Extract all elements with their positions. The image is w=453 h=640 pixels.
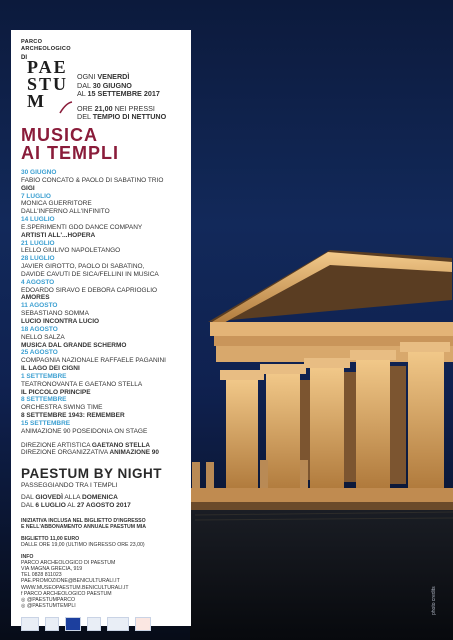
facebook-link[interactable]: f PARCO ARCHEOLOGICO PAESTUM [21,590,112,597]
program-date: 15 SETTEMBRE [21,419,71,427]
program-date: 21 LUGLIO [21,239,55,247]
program-line: DALL'INFERNO ALL'INFINITO [21,208,110,216]
title-line-1: MUSICA [21,124,98,145]
program-line: E.SPERIMENTI GDO DANCE COMPANY [21,223,143,231]
ticket-info [21,518,183,610]
dates-line-2: DAL 30 GIUGNO [77,80,132,90]
sponsor-logo-1 [21,617,39,631]
program-date: 14 LUGLIO [21,216,55,224]
artistic-direction: DIREZIONE ARTISTICA GAETANO STELLA [21,441,151,449]
poster-info-panel [11,30,191,626]
inclusion-line-2: E NELL'ABBONAMENTO ANNUALE PAESTUM MIA [21,524,147,531]
park-label [21,39,183,52]
program-date: 8 SETTEMBRE [21,396,67,404]
sponsor-logos [21,617,183,631]
program-date: 4 AGOSTO [21,278,55,286]
sponsor-logo-6 [135,617,151,631]
header-row [21,55,183,122]
program-line: ARTISTI ALL'...HOPERA [21,231,96,239]
address-line-2: VIA MAGNA GRECIA, 919 [21,566,83,573]
program-list [21,169,183,436]
instagram-link[interactable]: ◎ @PAESTUMTEMPLI [21,603,76,610]
inclusion-line-1: INIZIATIVA INCLUSA NEL BIGLIETTO D'INGRESSO [21,517,146,524]
program-line: IL LAGO DEI CIGNI [21,365,80,373]
email-link[interactable]: PAE.PROMOZIONE@BENICULTURALI.IT [21,578,120,585]
logo-line-1: PAE [27,57,68,77]
twitter-icon: ◎ [21,597,27,604]
twitter-link[interactable]: ◎ @PAESTUMPARCO [21,597,75,604]
program-line: ORCHESTRA SWING TIME [21,404,103,412]
event-title [21,126,183,163]
program-line: FABIO CONCATO & PAOLO DI SABATINO TRIO [21,176,164,184]
eu-flag-icon [65,617,81,631]
program-line: EDOARDO SIRAVO E DEBORA CAPRIOGLIO [21,286,158,294]
night-subtitle: PASSEGGIANDO TRA I TEMPLI [21,481,118,489]
republic-emblem-icon [87,617,101,631]
program-line: 8 SETTEMBRE 1943: REMEMBER [21,412,125,420]
ministry-logo [107,617,129,631]
address-line-1: PARCO ARCHEOLOGICO DI PAESTUM [21,559,116,566]
night-title: PAESTUM BY NIGHT [21,465,163,481]
program-line: LUCIO INCONTRA LUCIO [21,318,100,325]
program-line: MUSICA DAL GRANDE SCHERMO [21,341,127,349]
swoosh-icon [59,101,73,115]
dates-line-1: OGNI VENERDÌ [77,72,130,81]
program-line: MONICA GUERRITORE [21,200,92,208]
instagram-icon: ◎ [21,603,27,610]
program-date: 30 GIUGNO [21,168,57,176]
info-label: INFO [21,553,34,560]
night-dates: DAL 6 LUGLIO AL 27 AGOSTO 2017 [21,501,131,509]
night-days: DAL GIOVEDÌ ALLA DOMENICA [21,493,118,501]
schedule-block [73,55,166,122]
title-line-2: AI TEMPLI [21,143,119,164]
ticket-price: BIGLIETTO 11,00 EURO [21,536,80,543]
organizational-direction: DIREZIONE ORGANIZZATIVA ANIMAZIONE 90 [21,449,159,457]
program-line: ANIMAZIONE 90 POSEIDONIA ON STAGE [21,427,148,435]
park-word: PARCO [21,39,43,45]
time-line-2: DEL TEMPIO DI NETTUNO [77,112,167,122]
program-line: AMORES [21,294,50,302]
direction-credits [21,442,183,457]
telephone: TEL 0828 811023 [21,572,62,579]
program-line: COMPAGNIA NAZIONALE RAFFAELE PAGANINI [21,357,166,365]
paestum-logo [21,55,73,117]
program-date: 7 LUGLIO [21,192,51,200]
region-crest-icon [45,617,59,631]
program-line: LELLO GIULIVO NAPOLETANGO [21,247,121,255]
time-line-1: ORE 21,00 NEI PRESSI [77,103,155,113]
logo-di: DI [21,55,27,61]
program-date: 1 SETTEMBRE [21,372,67,380]
logo-line-3: M [27,91,46,111]
program-date: 25 AGOSTO [21,349,58,357]
program-date: 28 LUGLIO [21,255,55,263]
ticket-hours: DALLE ORE 19,00 (ULTIMO INGRESSO ORE 23,00) [21,542,145,549]
program-line: TEATRONOVANTA E GAETANO STELLA [21,380,143,388]
program-line: GIGI [21,184,35,192]
program-line: SEBASTIANO SOMMA [21,310,89,318]
program-line: JAVIER GIROTTO, PAOLO DI SABATINO, [21,263,145,271]
program-date: 11 AGOSTO [21,302,58,310]
program-line: IL PICCOLO PRINCIPE [21,388,91,396]
website-link[interactable]: WWW.MUSEOPAESTUM.BENICULTURALI.IT [21,584,129,591]
program-line: NELLO SALZA [21,333,65,341]
program-line: DAVIDE CAVUTI DE SICA/FELLINI IN MUSICA [21,270,159,278]
program-date: 18 AGOSTO [21,325,58,333]
night-details [21,482,183,510]
photo-credit: photo credits [431,586,437,615]
logo-line-2: STU [27,74,69,94]
archeological-word: ARCHEOLOGICO [21,45,71,52]
dates-line-3: AL 15 SETTEMBRE 2017 [77,89,160,99]
